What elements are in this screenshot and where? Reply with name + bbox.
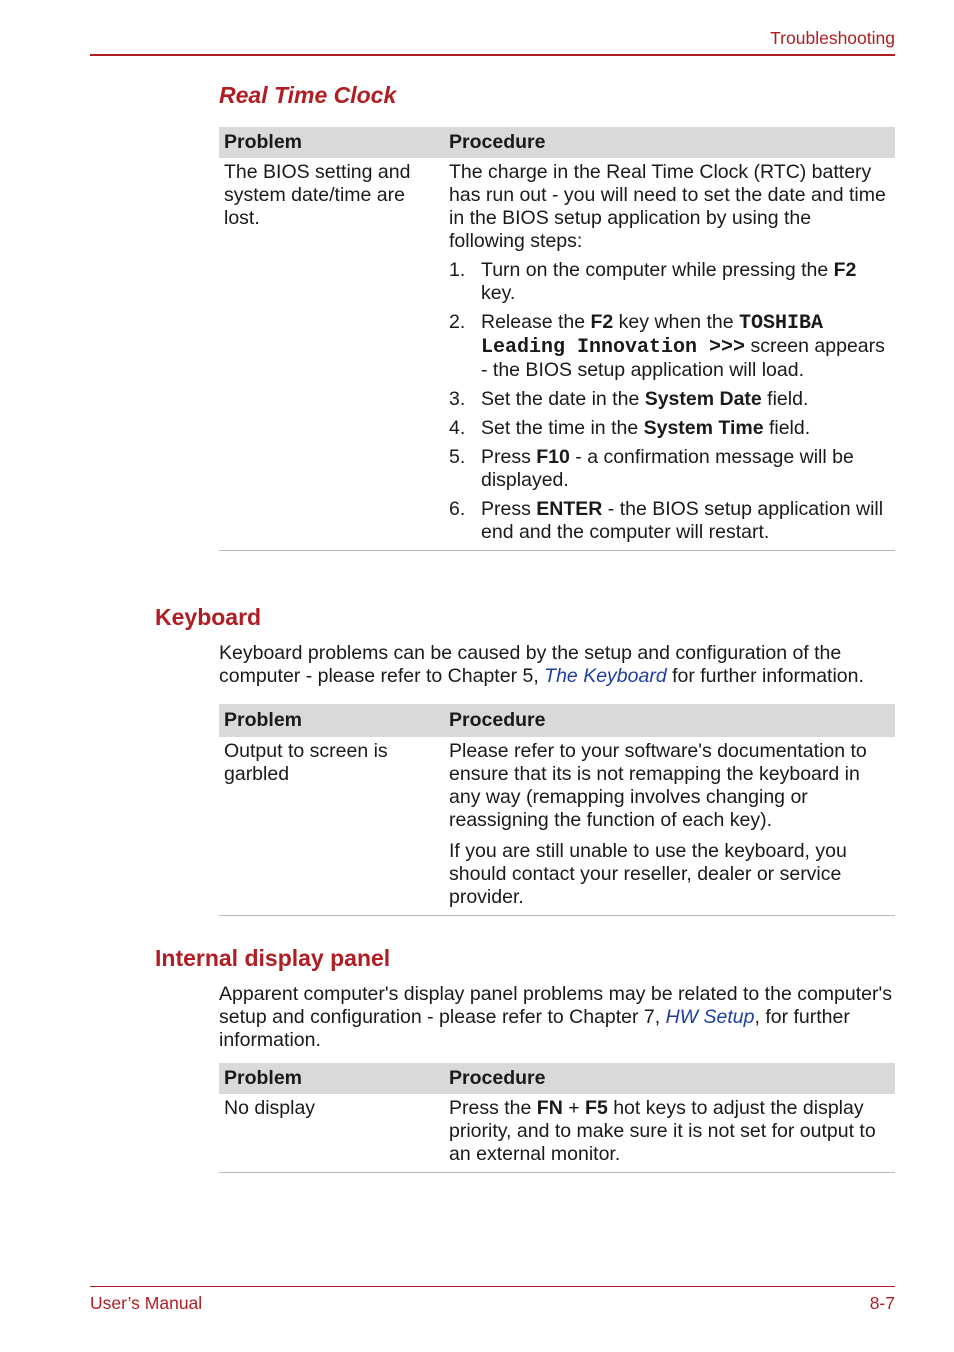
rtc-table [219, 127, 895, 551]
col-header-procedure: Procedure [444, 704, 895, 737]
footer-rule [90, 1286, 895, 1287]
procedure-cell: Press the FN + F5 hot keys to adjust the display priority, and to make sure it is not set for output to an external monitor. [444, 1094, 895, 1173]
problem-cell: Output to screen is garbled [219, 737, 444, 916]
steps-list [449, 259, 890, 544]
keyboard-table [219, 704, 895, 916]
problem-cell: The BIOS setting and system date/time are lost. [219, 158, 444, 551]
list-item: 2. Release the F2 key when the TOSHIBA Leading Innovation >>> screen appears - the BIOS setup application will load. [449, 311, 885, 381]
section-title-display: Internal display panel [155, 945, 391, 971]
chapter-link-keyboard[interactable]: The Keyboard [544, 665, 667, 687]
display-table [219, 1063, 895, 1173]
col-header-problem: Problem [219, 704, 444, 737]
table-row [219, 158, 895, 551]
col-header-problem: Problem [219, 127, 444, 158]
running-header: Troubleshooting [770, 28, 895, 48]
footer-manual-title: User’s Manual [90, 1293, 203, 1313]
col-header-problem: Problem [219, 1063, 444, 1094]
section-title-rtc: Real Time Clock [219, 82, 397, 108]
list-item: 5. Press F10 - a confirmation message will be displayed. [449, 446, 854, 491]
keyboard-intro: Keyboard problems can be caused by the setup and configuration of the computer - please refer to Chapter 5, The Keyboard for further information. [219, 642, 864, 687]
list-item: 6. Press ENTER - the BIOS setup application will end and the computer will restart. [449, 498, 884, 543]
procedure-cell [444, 158, 895, 551]
list-item: 1. Turn on the computer while pressing the F2 key. [449, 259, 857, 304]
procedure-paragraph: Please refer to your software's documentation to ensure that its is not remapping the keyboard in any way (remapping involves changing or reassigning the function of each key). [449, 740, 867, 831]
table-row [219, 1094, 895, 1173]
section-title-keyboard: Keyboard [155, 604, 262, 630]
col-header-procedure: Procedure [444, 127, 895, 158]
procedure-intro: The charge in the Real Time Clock (RTC) battery has run out - you will need to set the date and time in the BIOS setup application by using the following steps: [449, 161, 886, 252]
header-rule [90, 54, 895, 56]
page-number: 8-7 [869, 1293, 895, 1313]
boot-message: TOSHIBA Leading Innovation >>> [481, 312, 824, 359]
problem-cell: No display [219, 1094, 444, 1173]
list-item: 3. Set the date in the System Date field. [449, 388, 809, 410]
procedure-paragraph: If you are still unable to use the keyboard, you should contact your reseller, dealer or service provider. [449, 840, 847, 908]
list-item: 4. Set the time in the System Time field. [449, 417, 811, 439]
table-row [219, 737, 895, 916]
procedure-cell [444, 737, 895, 916]
col-header-procedure: Procedure [444, 1063, 895, 1094]
display-intro: Apparent computer's display panel problems may be related to the computer's setup and configuration - please refer to Chapter 7, HW Setup, for further information. [219, 983, 892, 1051]
chapter-link-hw-setup[interactable]: HW Setup [665, 1006, 755, 1028]
